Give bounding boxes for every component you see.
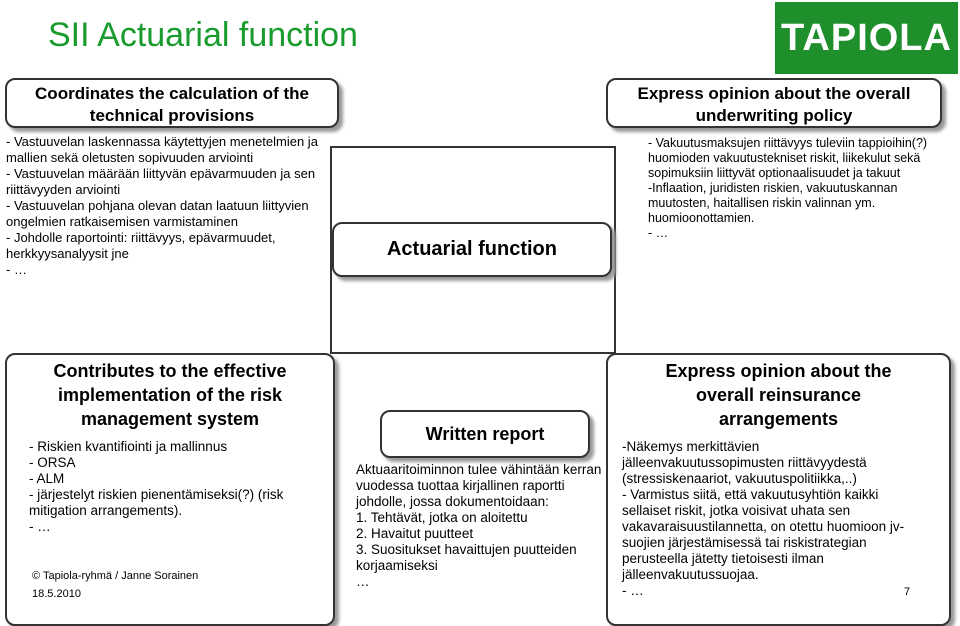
box-risk-management	[5, 353, 335, 626]
page-title: SII Actuarial function	[48, 16, 358, 54]
technical-provisions-text: - Vastuuvelan laskennassa käytettyjen menetelmien ja mallien sekä oletusten sopivuuden arviointi - Vastuuvelan määrään liittyvän epävarmuuden ja sen riittävyyden arviointi - Vastuuvelan pohjana olevan datan laatuun liittyvien ongelmien ratkaisemisen varmistaminen - Johdolle raportointi: riittävyys, epävarmuudet, herkkyysanalyysit jne - …	[6, 134, 318, 277]
box-reinsurance	[606, 353, 951, 626]
box-underwriting-title	[606, 78, 942, 128]
risk-management-heading: Contributes to the effective implementation of the risk management system	[53, 361, 287, 429]
page-number: 7	[904, 586, 911, 598]
footer-copyright: © Tapiola-ryhmä / Janne Sorainen	[32, 570, 199, 582]
reinsurance-heading: Express opinion about the overall reinsurance arrangements	[665, 361, 892, 429]
box-technical-provisions-title	[5, 78, 339, 128]
footer-date: 18.5.2010	[32, 588, 81, 600]
reinsurance-text: -Näkemys merkittävien jälleenvakuutussopimusten riittävyydestä (stressiskenaariot, vakuutuspolitiikka,..) - Varmistus siitä, että vakuutusyhtiön kaikki sellaiset riskit, jotka voisivat uhata sen vakavaraisuustilannetta, on otettu huomioon jv-suojien järjestämisessä tai riskistrategian perusteella jätetty tietoisesti ilman jälleenvakuutussuojaa. - …	[622, 439, 905, 598]
connector-right-vertical	[614, 146, 616, 354]
written-report-heading: Written report	[425, 423, 545, 444]
connector-bottom-horizontal	[330, 352, 616, 354]
technical-provisions-heading: Coordinates the calculation of the technical provisions	[35, 84, 309, 125]
written-report-text: Aktuaaritoiminnon tulee vähintään kerran vuodessa tuottaa kirjallinen raportti johdolle, jossa dokumentoidaan: 1. Tehtävät, jotka on aloitettu 2. Havaitut puutteet 3. Suositukset havaittujen puutteiden korjaamiseksi …	[356, 462, 602, 589]
underwriting-heading: Express opinion about the overall underwriting policy	[637, 84, 911, 125]
actuarial-function-box	[332, 222, 612, 277]
box-written-report	[380, 410, 590, 458]
risk-management-text: - Riskien kvantifiointi ja mallinnus - ORSA - ALM - järjestelyt riskien pienentämiseksi(?) (risk mitigation arrangements). - …	[29, 439, 284, 534]
tapiola-logo: TAPIOLA	[775, 2, 958, 74]
underwriting-text: - Vakuutusmaksujen riittävyys tuleviin tappioihin(?) huomioden vakuutustekniset riskit, liikekulut sekä sopimuksiin liittyvät optionaalisuudet ja takuut -Inflaation, juridisten riskien, vakuutuskannan muutosten, haitallisen riskin valinnan ym. huomioonottamien. - …	[648, 136, 928, 240]
actuarial-function-label: Actuarial function	[386, 238, 557, 260]
connector-top-horizontal	[330, 146, 616, 148]
